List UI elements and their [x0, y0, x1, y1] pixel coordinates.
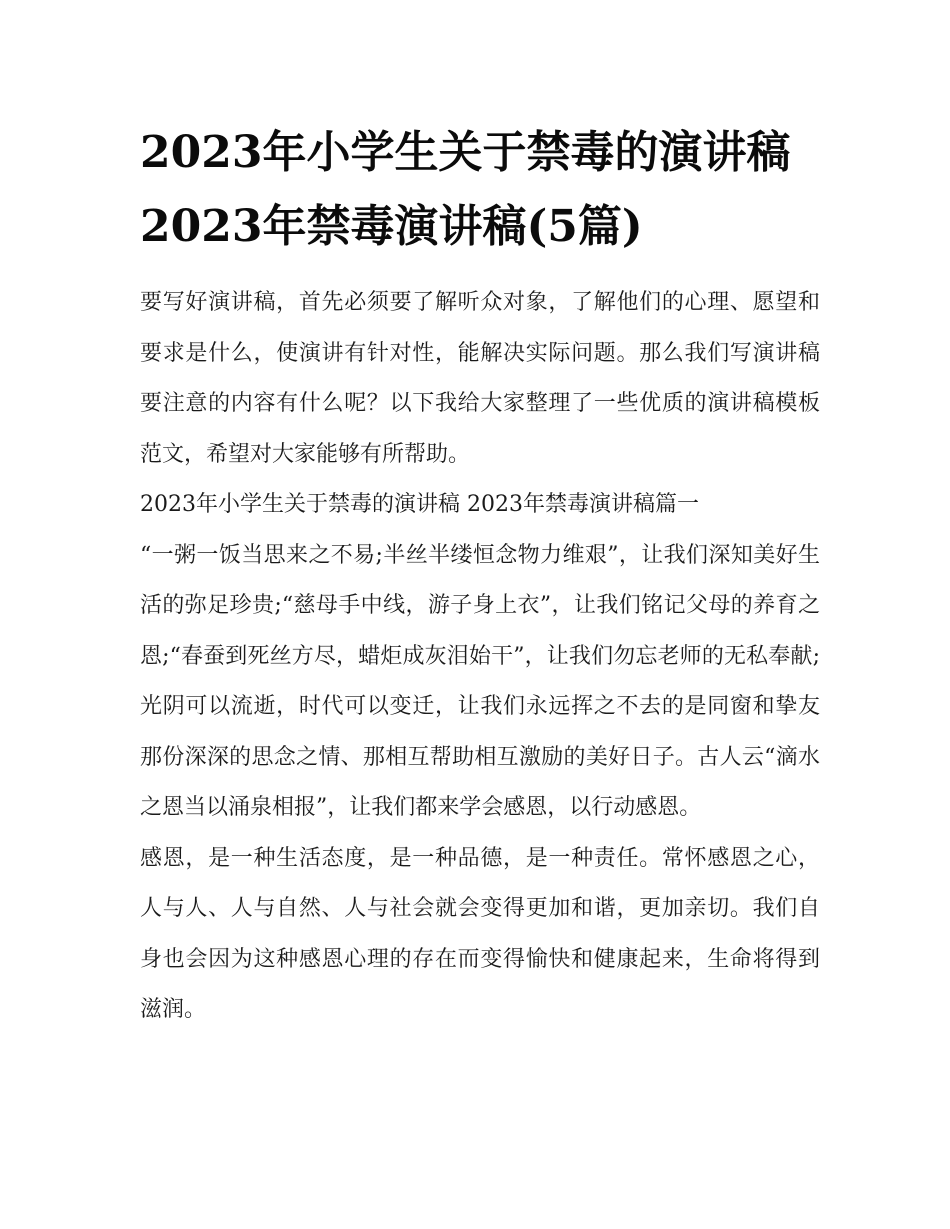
body-paragraph-2: 感恩，是一种生活态度，是一种品德，是一种责任。常怀感恩之心，人与人、人与自然、人与社会就会变得更加和谐，更加亲切。我们自身也会因为这种感恩心理的存在而变得愉快和健康起来，生命将得到滋润。 [140, 845, 820, 1022]
body-paragraph-1: “一粥一饭当思来之不易;半丝半缕恒念物力维艰”，让我们深知美好生活的弥足珍贵;“慈母手中线，游子身上衣”，让我们铭记父母的养育之恩;“春蚕到死丝方尽，蜡炬成灰泪始干”，让我们勿忘老师的无私奉献;光阴可以流逝，时代可以变迁，让我们永远挥之不去的是同窗和挚友那份深深的思念之情、那相互帮助相互激励的美好日子。古人云“滴水之恩当以涌泉相报”，让我们都来学会感恩，以行动感恩。 [140, 542, 820, 820]
section-heading: 2023年小学生关于禁毒的演讲稿 2023年禁毒演讲稿篇一 [140, 492, 699, 517]
document-title: 2023年小学生关于禁毒的演讲稿 2023年禁毒演讲稿(5篇) [140, 127, 791, 252]
document-body [140, 278, 820, 1036]
intro-paragraph: 要写好演讲稿，首先必须要了解听众对象，了解他们的心理、愿望和要求是什么，使演讲有针对性，能解决实际问题。那么我们写演讲稿要注意的内容有什么呢？以下我给大家整理了一些优质的演讲稿模板范文，希望对大家能够有所帮助。 [140, 290, 820, 467]
